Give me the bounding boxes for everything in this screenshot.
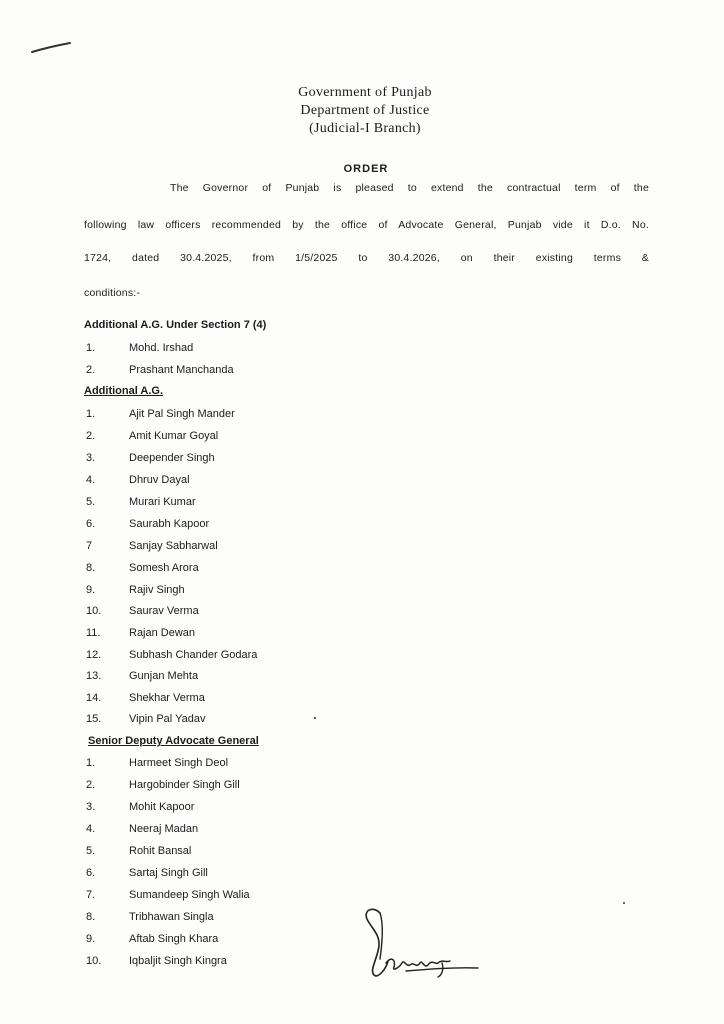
body-line-3: 1724, dated 30.4.2025, from 1/5/2025 to 30.4.2026, on their existing terms & xyxy=(84,252,649,264)
document-header xyxy=(0,84,724,138)
list-item xyxy=(86,649,257,661)
list-item xyxy=(86,584,185,596)
list-item xyxy=(86,933,218,945)
list-item xyxy=(86,823,198,835)
officer-name: Amit Kumar Goyal xyxy=(129,430,219,442)
item-number: 8. xyxy=(86,911,96,923)
list-item xyxy=(86,713,205,725)
officer-name: Gunjan Mehta xyxy=(129,670,199,682)
officer-name: Rajiv Singh xyxy=(129,584,185,596)
list-item xyxy=(86,562,199,574)
header-government: Government of Punjab xyxy=(298,85,432,100)
item-number: 1. xyxy=(86,408,96,420)
officer-name: Mohd. Irshad xyxy=(129,342,194,354)
list-item xyxy=(86,342,193,354)
item-number: 4. xyxy=(86,474,96,486)
list-item xyxy=(86,496,196,508)
officer-name: Saurav Verma xyxy=(129,605,199,617)
list-item xyxy=(86,801,194,813)
item-number: 3. xyxy=(86,452,96,464)
officer-name: Harmeet Singh Deol xyxy=(129,757,229,769)
officer-name: Tribhawan Singla xyxy=(129,911,214,923)
speck-mark xyxy=(314,717,316,719)
item-number: 9. xyxy=(86,584,96,596)
item-number: 1. xyxy=(86,342,96,354)
list-item xyxy=(86,430,218,442)
officer-name: Aftab Singh Khara xyxy=(129,933,219,945)
section-heading-senior-dag: Senior Deputy Advocate General xyxy=(88,735,259,747)
item-number: 1. xyxy=(86,757,96,769)
section-heading-addl-ag: Additional A.G. xyxy=(84,385,164,397)
pen-stroke-mark xyxy=(30,40,74,56)
officer-name: Dhruv Dayal xyxy=(129,474,190,486)
officer-name: Iqbaljit Singh Kingra xyxy=(129,955,227,967)
officer-name: Sartaj Singh Gill xyxy=(129,867,208,879)
body-line-4: conditions:- xyxy=(84,287,141,299)
list-item xyxy=(86,627,195,639)
item-number: 7. xyxy=(86,889,96,901)
header-department: Department of Justice xyxy=(300,103,430,118)
list-item xyxy=(86,670,198,682)
item-number: 2. xyxy=(86,364,96,376)
item-number: 9. xyxy=(86,933,96,945)
header-branch: (Judicial-I Branch) xyxy=(309,121,421,136)
item-number: 11. xyxy=(86,627,101,639)
item-number: 15. xyxy=(86,713,102,725)
item-number: 2. xyxy=(86,779,96,791)
officer-name: Hargobinder Singh Gill xyxy=(129,779,240,791)
list-item xyxy=(86,889,250,901)
item-number: 13. xyxy=(86,670,102,682)
item-number: 8. xyxy=(86,562,96,574)
list-item xyxy=(86,474,190,486)
item-number: 4. xyxy=(86,823,96,835)
item-number: 6. xyxy=(86,867,96,879)
officer-name: Somesh Arora xyxy=(129,562,199,574)
item-number: 5. xyxy=(86,845,96,857)
body-line-1: The Governor of Punjab is pleased to extend the contractual term of the xyxy=(170,182,649,194)
list-item xyxy=(86,845,191,857)
officer-name: Vipin Pal Yadav xyxy=(129,713,206,725)
list-item xyxy=(86,605,199,617)
item-number: 2. xyxy=(86,430,96,442)
section-heading-addl-ag-sec7: Additional A.G. Under Section 7 (4) xyxy=(84,319,267,331)
item-number: 12. xyxy=(86,649,102,661)
officer-name: Rohit Bansal xyxy=(129,845,192,857)
list-item xyxy=(86,364,234,376)
list-item xyxy=(86,779,240,791)
officer-name: Mohit Kapoor xyxy=(129,801,195,813)
item-number: 7 xyxy=(86,540,93,552)
order-title: ORDER xyxy=(343,163,389,175)
body-line-2: following law officers recommended by the office of Advocate General, Punjab vide it D.o. No. xyxy=(84,219,649,231)
list-item xyxy=(86,955,227,967)
speck-mark xyxy=(623,902,625,904)
officer-name: Prashant Manchanda xyxy=(129,364,234,376)
list-item xyxy=(86,867,208,879)
item-number: 5. xyxy=(86,496,96,508)
item-number: 6. xyxy=(86,518,96,530)
item-number: 10. xyxy=(86,605,102,617)
officer-name: Deepender Singh xyxy=(129,452,215,464)
list-item xyxy=(86,911,214,923)
officer-name: Subhash Chander Godara xyxy=(129,649,258,661)
officer-name: Sanjay Sabharwal xyxy=(129,540,218,552)
list-item xyxy=(86,757,228,769)
officer-name: Saurabh Kapoor xyxy=(129,518,210,530)
officer-name: Sumandeep Singh Walia xyxy=(129,889,250,901)
item-number: 10. xyxy=(86,955,102,967)
list-item xyxy=(86,452,215,464)
list-item xyxy=(86,540,218,552)
officer-name: Shekhar Verma xyxy=(129,692,205,704)
officer-name: Ajit Pal Singh Mander xyxy=(129,408,235,420)
item-number: 14. xyxy=(86,692,102,704)
list-item xyxy=(86,692,205,704)
handwritten-signature xyxy=(358,895,488,995)
list-item xyxy=(86,518,209,530)
list-item xyxy=(86,408,235,420)
officer-name: Murari Kumar xyxy=(129,496,196,508)
item-number: 3. xyxy=(86,801,96,813)
officer-name: Neeraj Madan xyxy=(129,823,199,835)
officer-name: Rajan Dewan xyxy=(129,627,196,639)
